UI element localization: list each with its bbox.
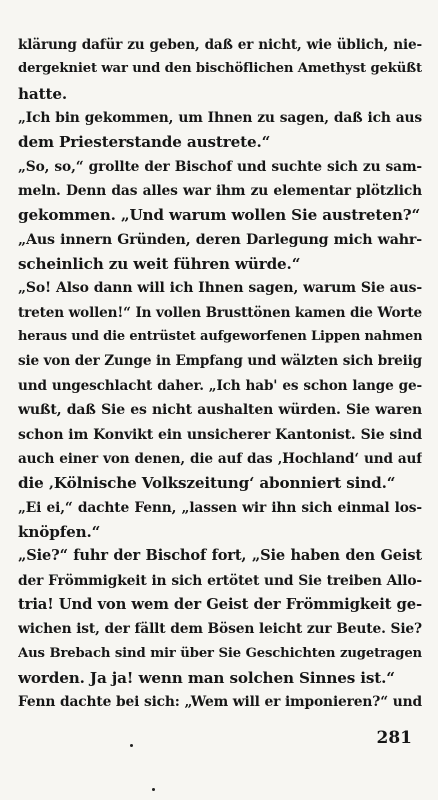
text-line: wichen ist, der fällt dem Bösen leicht zur Beute. Sie? [18,621,422,638]
text-line: treten wollen!“ In vollen Brusttönen kamen die Worte [18,304,422,321]
text-line: heraus und die entrüstet aufgeworfenen Lippen nahmen [18,329,422,345]
text-line: „So, so,“ grollte der Bischof und suchte sich zu sam- [18,158,422,175]
text-line: hatte. [18,84,67,103]
text-line: der Frömmigkeit in sich ertötet und Sie treiben Allo- [18,572,422,589]
text-line: knöpfen.“ [18,522,101,541]
print-speck [152,788,155,791]
text-line: Fenn dachte bei sich: „Wem will er imponieren?“ und [18,694,422,711]
text-line: dergekniet war und den bischöflichen Amethyst geküßt [18,61,422,77]
print-speck [130,744,133,747]
text-line: „Sie?“ fuhr der Bischof fort, „Sie haben den Geist [18,547,422,565]
text-line: meln. Denn das alles war ihm zu elementar plötzlich [18,183,422,200]
text-line: gekommen. „Und warum wollen Sie austreten?“ [18,206,421,225]
text-line: schon im Konvikt ein unsicherer Kantonist. Sie sind [18,426,422,443]
text-line: und ungeschlacht daher. „Ich hab' es schon lange ge- [18,377,422,394]
text-line: „Ich bin gekommen, um Ihnen zu sagen, daß ich aus [18,110,422,127]
text-line: klärung dafür zu geben, daß er nicht, wie üblich, nie- [18,37,422,53]
text-line: tria! Und von wem der Geist der Frömmigkeit ge- [18,595,422,613]
page-text [18,33,422,715]
text-line: sie von der Zunge in Empfang und wälzten sich breiig [18,353,422,370]
text-line: Aus Brebach sind mir über Sie Geschichten zugetragen [18,645,422,661]
page-number: 281 [376,728,412,748]
text-line: „Aus innern Gründen, deren Darlegung mich wahr- [18,231,422,248]
text-line: „Ei ei,“ dachte Fenn, „lassen wir ihn sich einmal los- [18,499,422,516]
text-line: „So! Also dann will ich Ihnen sagen, warum Sie aus- [18,280,422,297]
text-line: scheinlich zu weit führen würde.“ [18,255,301,274]
text-line: auch einer von denen, die auf das ‚Hochland‘ und auf [18,450,422,467]
text-line: dem Priesterstande austrete.“ [18,133,271,152]
text-line: wußt, daß Sie es nicht aushalten würden. Sie waren [18,402,422,419]
text-line: die ‚Kölnische Volkszeitung‘ abonniert sind.“ [18,474,396,493]
text-line: worden. Ja ja! wenn man solchen Sinnes ist.“ [18,668,395,687]
